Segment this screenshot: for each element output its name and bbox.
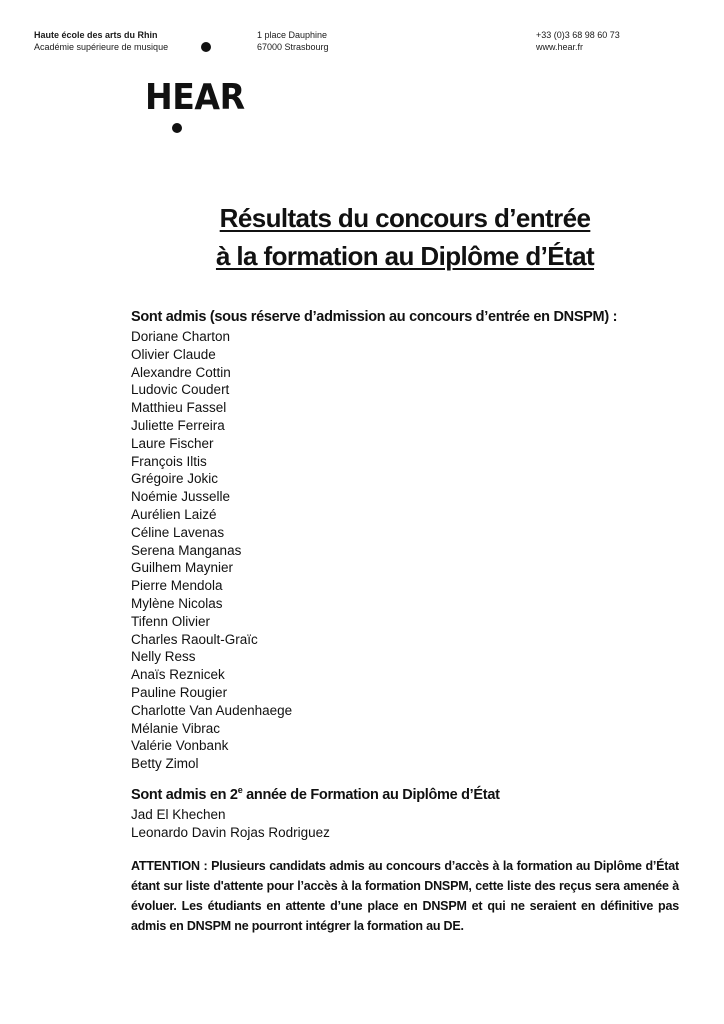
address-city: 67000 Strasbourg xyxy=(257,42,329,52)
list-item: Betty Zimol xyxy=(131,756,199,772)
list-item: Anaïs Reznicek xyxy=(131,667,225,683)
address-street: 1 place Dauphine xyxy=(257,30,328,40)
second-year-heading xyxy=(131,784,679,806)
list-item: Pauline Rougier xyxy=(131,684,228,700)
list-item: Laure Fischer xyxy=(131,435,214,451)
list-item: Leonardo Davin Rojas Rodriguez xyxy=(131,824,330,840)
contact-phone: +33 (0)3 68 98 60 73 xyxy=(536,30,620,40)
list-item: Tifenn Olivier xyxy=(131,613,211,629)
logo-dot-bottom xyxy=(172,123,182,133)
admitted-heading: Sont admis (sous réserve d’admission au concours d’entrée en DNSPM) : xyxy=(131,309,618,325)
list-item: Mélanie Vibrac xyxy=(131,720,221,736)
list-item: Aurélien Laizé xyxy=(131,506,217,522)
second-year-heading-prefix: Sont admis en 2 xyxy=(131,786,238,803)
header-contact-block xyxy=(536,29,620,53)
list-item: Juliette Ferreira xyxy=(131,417,225,433)
hear-logo xyxy=(145,42,255,138)
second-year-heading-sup: e xyxy=(237,785,243,796)
list-item: Nelly Ress xyxy=(131,649,196,665)
list-item: Jad El Khechen xyxy=(131,806,226,822)
second-year-heading-suffix: année de Formation au Diplôme d’État xyxy=(242,786,500,803)
second-year-list xyxy=(131,806,679,842)
attention-notice: ATTENTION : Plusieurs candidats admis au concours d’accès à la formation au Diplôme d’État étant sur liste d'attente pour l’accès à la formation DNSPM, cette liste des reçus sera amenée à évoluer. Les étudiants en attente d’une place en DNSPM et qui ne seraient en définitive pas admis en DNSPM ne pourront intégrer la formation au DE. xyxy=(131,858,679,933)
list-item: Mylène Nicolas xyxy=(131,595,223,611)
list-item: Noémie Jusselle xyxy=(131,489,231,505)
list-item: Guilhem Maynier xyxy=(131,560,234,576)
page-title-line-2: à la formation au Diplôme d’État xyxy=(215,241,595,271)
school-name: Haute école des arts du Rhin xyxy=(34,30,158,40)
list-item: Matthieu Fassel xyxy=(131,400,227,416)
school-subtitle: Académie supérieure de musique xyxy=(34,42,169,52)
admitted-list xyxy=(131,328,679,773)
results-content xyxy=(131,306,679,948)
list-item: Charles Raoult-Graïc xyxy=(131,631,258,647)
list-item: Serena Manganas xyxy=(131,542,242,558)
logo-wordmark: HEAR xyxy=(145,77,245,118)
list-item: Valérie Vonbank xyxy=(131,738,229,754)
list-item: Alexandre Cottin xyxy=(131,364,231,380)
list-item: Grégoire Jokic xyxy=(131,471,219,487)
page-title-line-1: Résultats du concours d’entrée xyxy=(219,203,591,233)
list-item: Charlotte Van Audenhaege xyxy=(131,702,293,718)
page-title xyxy=(131,199,679,275)
contact-website: www.hear.fr xyxy=(536,42,584,52)
logo-dot-top xyxy=(201,42,211,52)
list-item: Doriane Charton xyxy=(131,329,231,344)
list-item: Ludovic Coudert xyxy=(131,382,230,398)
list-item: Olivier Claude xyxy=(131,346,216,362)
list-item: Céline Lavenas xyxy=(131,524,225,540)
header-address-block xyxy=(257,29,329,53)
list-item: Pierre Mendola xyxy=(131,578,223,594)
list-item: François Iltis xyxy=(131,453,207,469)
